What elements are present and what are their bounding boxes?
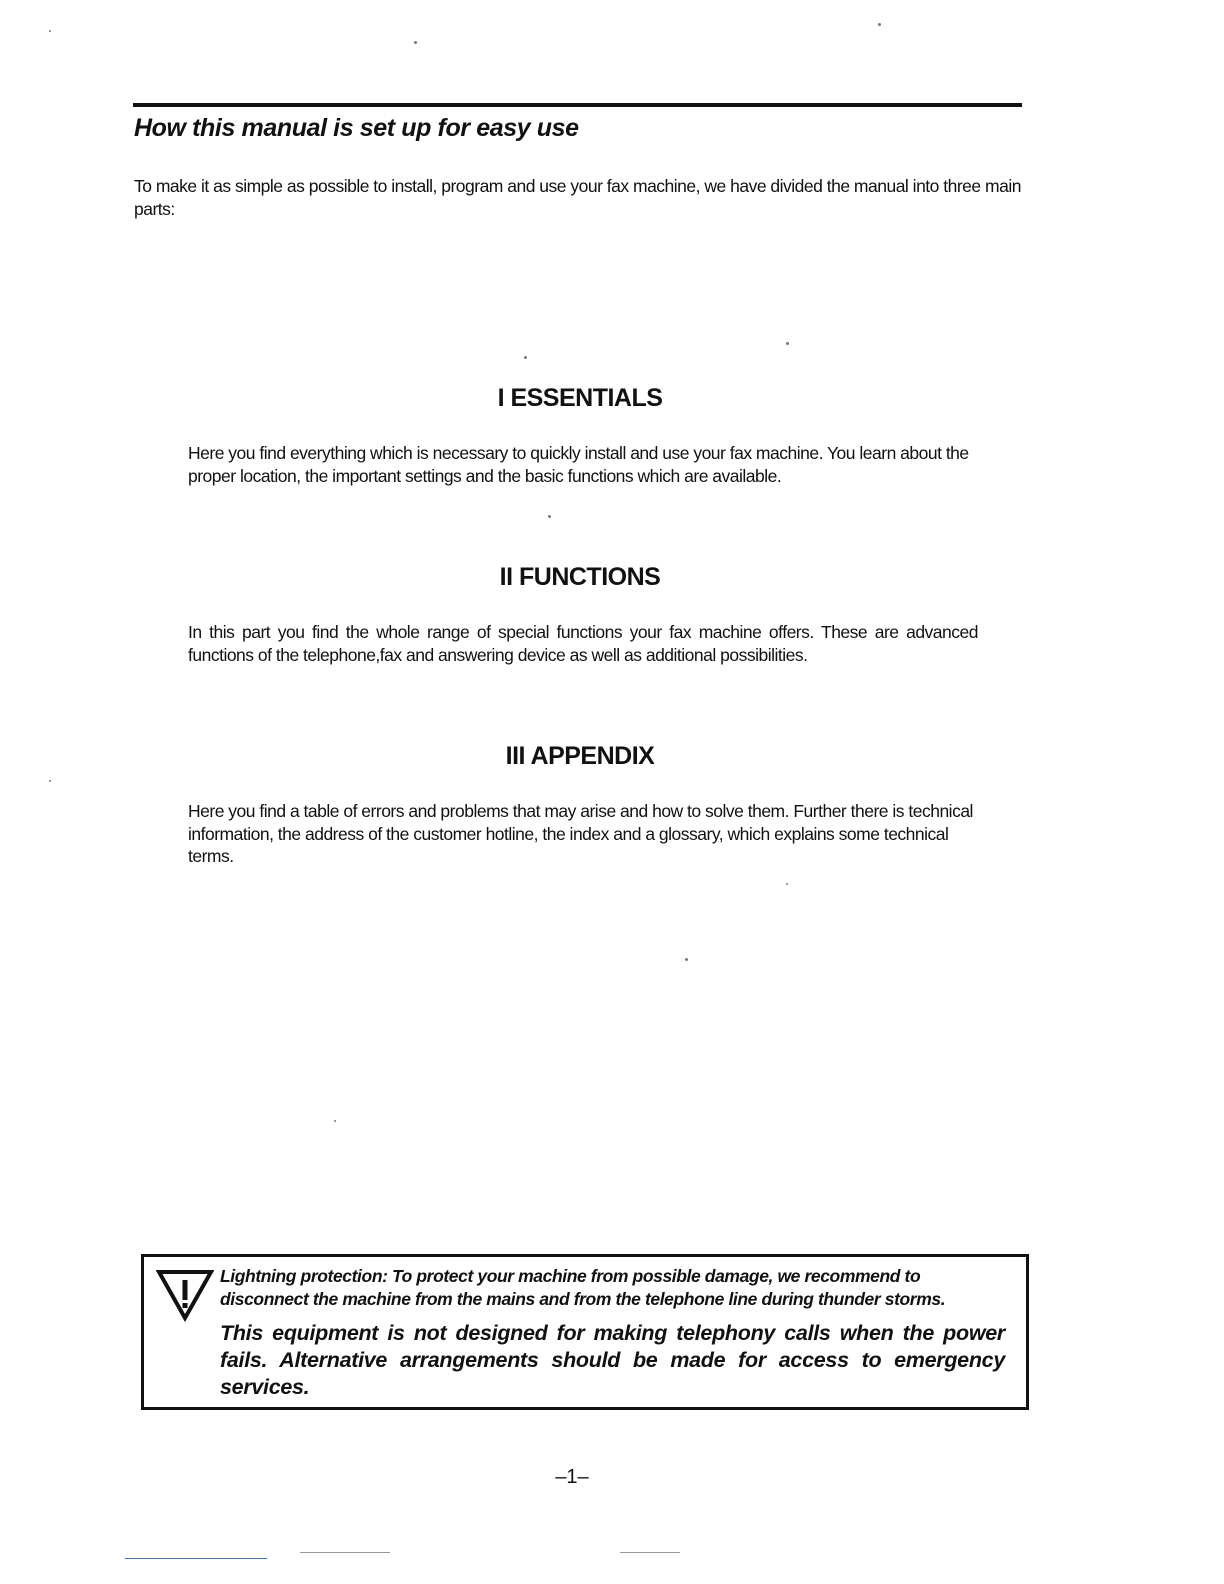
section-heading-appendix: III APPENDIX xyxy=(505,742,655,770)
power-failure-notice: This equipment is not designed for making telephony calls when the power fails. Alternative arrangements should be made for access to emergency services. xyxy=(220,1321,1005,1399)
section-body-functions: In this part you find the whole range of special functions your fax machine offers. These are advanced functions of the telephone,fax and answering device as well as additional possibilities. xyxy=(188,622,978,665)
intro-paragraph: To make it as simple as possible to install, program and use your fax machine, we have divided the manual into three main parts: xyxy=(134,176,1021,219)
safety-notice-box xyxy=(141,1254,1029,1410)
warning-triangle-icon xyxy=(156,1268,214,1322)
scan-speck xyxy=(685,958,688,961)
top-rule xyxy=(133,103,1022,107)
scan-speck xyxy=(786,883,788,885)
page-title: How this manual is set up for easy use xyxy=(134,114,579,142)
section-heading-functions: II FUNCTIONS xyxy=(499,563,661,591)
lightning-protection-notice: Lightning protection: To protect your machine from possible damage, we recommend to disconnect the machine from the mains and from the telephone line during thunder storms. xyxy=(220,1266,946,1309)
scan-speck xyxy=(786,342,789,345)
scan-speck xyxy=(878,23,881,26)
scan-speck xyxy=(524,356,527,359)
scan-edge-line xyxy=(300,1552,390,1553)
section-body-appendix: Here you find a table of errors and problems that may arise and how to solve them. Further there is technical information, the address of the customer hotline, the index and a glossary, which explains some technical terms. xyxy=(188,801,973,866)
section-body-essentials: Here you find everything which is necessary to quickly install and use your fax machine. You learn about the proper location, the important settings and the basic functions which are available. xyxy=(188,443,969,486)
scan-speck xyxy=(334,1120,336,1122)
scan-speck xyxy=(49,30,51,32)
scan-speck xyxy=(414,41,417,44)
scan-speck xyxy=(548,515,551,518)
scan-edge-line xyxy=(125,1558,267,1559)
scan-speck xyxy=(49,780,51,782)
scan-edge-line xyxy=(620,1552,680,1553)
page-number: –1– xyxy=(555,1466,589,1488)
section-heading-essentials: I ESSENTIALS xyxy=(497,384,663,412)
